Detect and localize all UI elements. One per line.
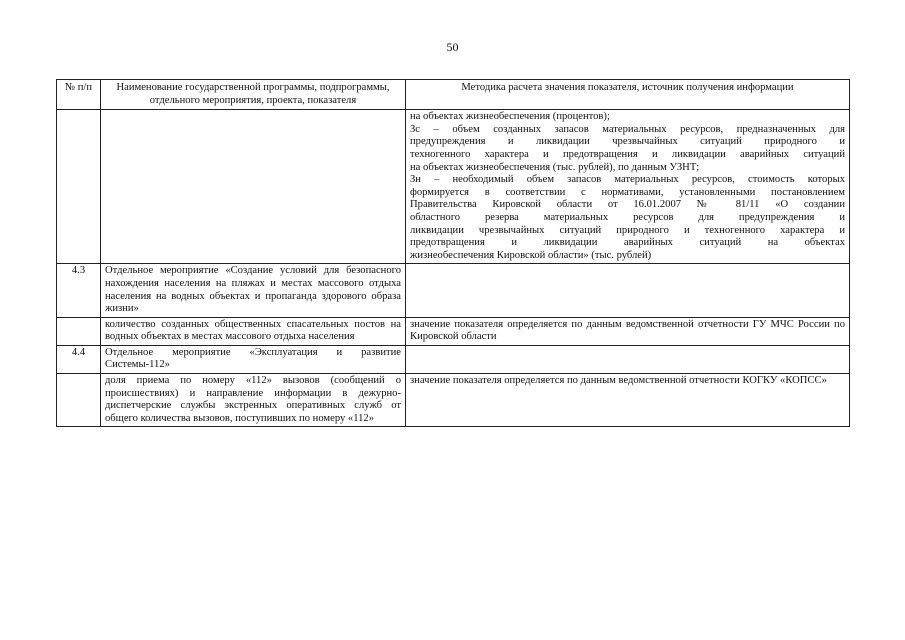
method-line: Правительства Кировской области от 16.01.2007 № 81/11 «О создании [410,199,845,211]
method-line: жизнеобеспечения Кировской области» (тыс. рублей) [410,249,652,261]
indicator-methodology-table [56,79,850,427]
cell-method: значение показателя определяется по данным ведомственной отчетности КОГКУ «КОПСС» [406,374,850,427]
method-line: предупреждения и ликвидации чрезвычайных ситуаций природного и [410,136,845,148]
method-line: Зн – необходимый объем запасов материальных ресурсов, стоимость которых [410,174,845,186]
cell-number [57,110,101,264]
table-row-indicator [57,317,850,345]
method-line: на объектах жизнеобеспечения (процентов); [410,111,610,123]
cell-name: доля приема по номеру «112» вызовов (сообщений о происшествиях) и направление информации в дежурно-диспетчерские службы экстренных оперативных служб от общего количества вызовов, поступивших по номеру «112» [101,374,406,427]
cell-number: 4.3 [57,264,101,317]
method-line: на объектах жизнеобеспечения (тыс. рублей), по данным УЗНТ; [410,161,700,173]
table-row-4-3 [57,264,850,317]
table-header-row [57,80,850,110]
cell-name [101,110,406,264]
method-line: формируется в соответствии с нормативами, установленными постановлением [410,186,845,198]
method-line: техногенного характера и предотвращения и ликвидации аварийных ситуаций [410,148,845,160]
cell-number [57,374,101,427]
method-line: Зс – объем созданных запасов материальных ресурсов, предназначенных для [410,123,845,135]
header-number: № п/п [57,80,101,110]
method-line: предотвращения и ликвидации аварийных ситуаций на объектах [410,237,845,249]
cell-name: количество созданных общественных спасательных постов на водных объектах в местах массового отдыха населения [101,317,406,345]
table-row-4-4 [57,345,850,373]
header-method: Методика расчета значения показателя, источник получения информации [406,80,850,110]
cell-number [57,317,101,345]
method-line: областного резерва материальных ресурсов для предупреждения и [410,211,845,223]
header-name: Наименование государственной программы, подпрограммы, отдельного мероприятия, проекта, показателя [101,80,406,110]
table-row-continuation [57,110,850,264]
cell-method [406,264,850,317]
cell-method [406,345,850,373]
method-line: ликвидации чрезвычайных ситуаций природного и техногенного характера и [410,224,845,236]
cell-name: Отдельное мероприятие «Создание условий для безопасного нахождения населения на пляжах и местах массового отдыха населения на водных объектах и пропаганда здорового образа жизни» [101,264,406,317]
cell-name: Отдельное мероприятие «Эксплуатация и развитие Системы-112» [101,345,406,373]
page-number: 50 [446,40,459,54]
table-row-indicator [57,374,850,427]
cell-number: 4.4 [57,345,101,373]
cell-method: значение показателя определяется по данным ведомственной отчетности ГУ МЧС России по Кировской области [406,317,850,345]
cell-method-continuation [406,110,850,264]
